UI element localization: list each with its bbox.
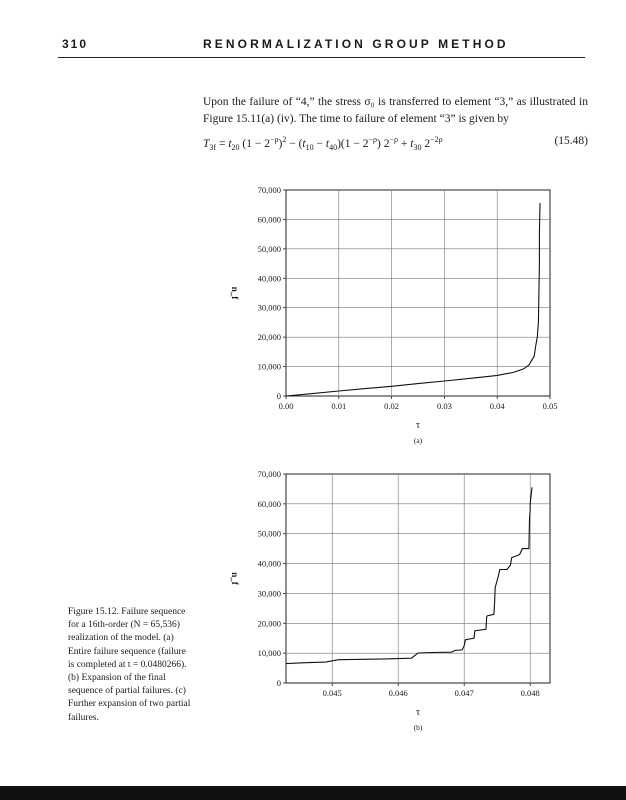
chart-panel-a	[230, 185, 557, 445]
y-tick-label: 70,000	[257, 469, 281, 479]
y-axis-label: n_f	[230, 572, 240, 585]
y-tick-label: 20,000	[257, 618, 281, 629]
data-series-line	[286, 487, 532, 663]
y-tick-label: 50,000	[257, 243, 281, 254]
y-tick-label: 20,000	[257, 332, 281, 343]
body-paragraph: Upon the failure of “4,” the stress σ₀ is transferred to element “3,” as illustrated in Figure 15.11(a) (iv). The time to failure of element “3” is given by	[203, 96, 588, 125]
y-tick-label: 10,000	[257, 361, 281, 372]
y-tick-label: 50,000	[257, 528, 281, 539]
figure-caption: Figure 15.12. Failure sequence for a 16th-order (N = 65,536) realization of the model. (a) Entire failure sequence (failure is completed at t = 0.0480266). (b) Expansion of the final sequence of partial failures. (c) Further expansion of two partial failures.	[68, 607, 191, 723]
y-tick-label: 60,000	[257, 214, 281, 225]
y-tick-label: 0	[276, 391, 281, 401]
x-axis-label: τ	[415, 707, 421, 718]
scan-edge-bar	[0, 786, 626, 800]
y-tick-label: 30,000	[257, 588, 281, 599]
x-tick-label: 0.02	[384, 401, 400, 411]
x-tick-label: 0.00	[278, 401, 294, 411]
equation-number: (15.48)	[554, 135, 588, 147]
y-tick-label: 60,000	[257, 498, 281, 509]
chart-panel-b	[230, 469, 550, 732]
y-tick-label: 0	[276, 678, 281, 688]
x-tick-label: 0.047	[454, 688, 474, 698]
y-tick-label: 70,000	[257, 185, 281, 195]
page-number: 310	[62, 37, 89, 51]
x-axis-label: τ	[415, 420, 421, 431]
panel-label: (b)	[413, 723, 423, 732]
x-tick-label: 0.045	[322, 688, 342, 698]
y-tick-label: 30,000	[257, 302, 281, 313]
x-tick-label: 0.046	[388, 688, 408, 698]
equation-body: $T_{3f} = t_{20}$ $(1 - 2^{-\rho})^2 - (t_{10} - t_{40})(1 - 2^{-\rho})$ $2^{-\rho} + t_{30}$ $2^{-2\rho}$	[203, 135, 443, 153]
x-tick-label: 0.04	[489, 401, 505, 411]
x-tick-label: 0.03	[436, 401, 452, 411]
x-tick-label: 0.01	[331, 401, 347, 411]
running-title: RENORMALIZATION GROUP METHOD	[203, 37, 509, 51]
y-axis-label: n_f	[230, 286, 240, 300]
y-tick-label: 40,000	[257, 558, 281, 569]
y-tick-label: 40,000	[257, 273, 281, 284]
panel-label: (a)	[413, 436, 423, 445]
data-series-line	[286, 203, 540, 396]
x-tick-label: 0.048	[520, 688, 540, 698]
plot-frame	[286, 474, 550, 683]
plot-frame	[286, 190, 550, 396]
y-tick-label: 10,000	[257, 648, 281, 659]
x-tick-label: 0.05	[542, 401, 558, 411]
